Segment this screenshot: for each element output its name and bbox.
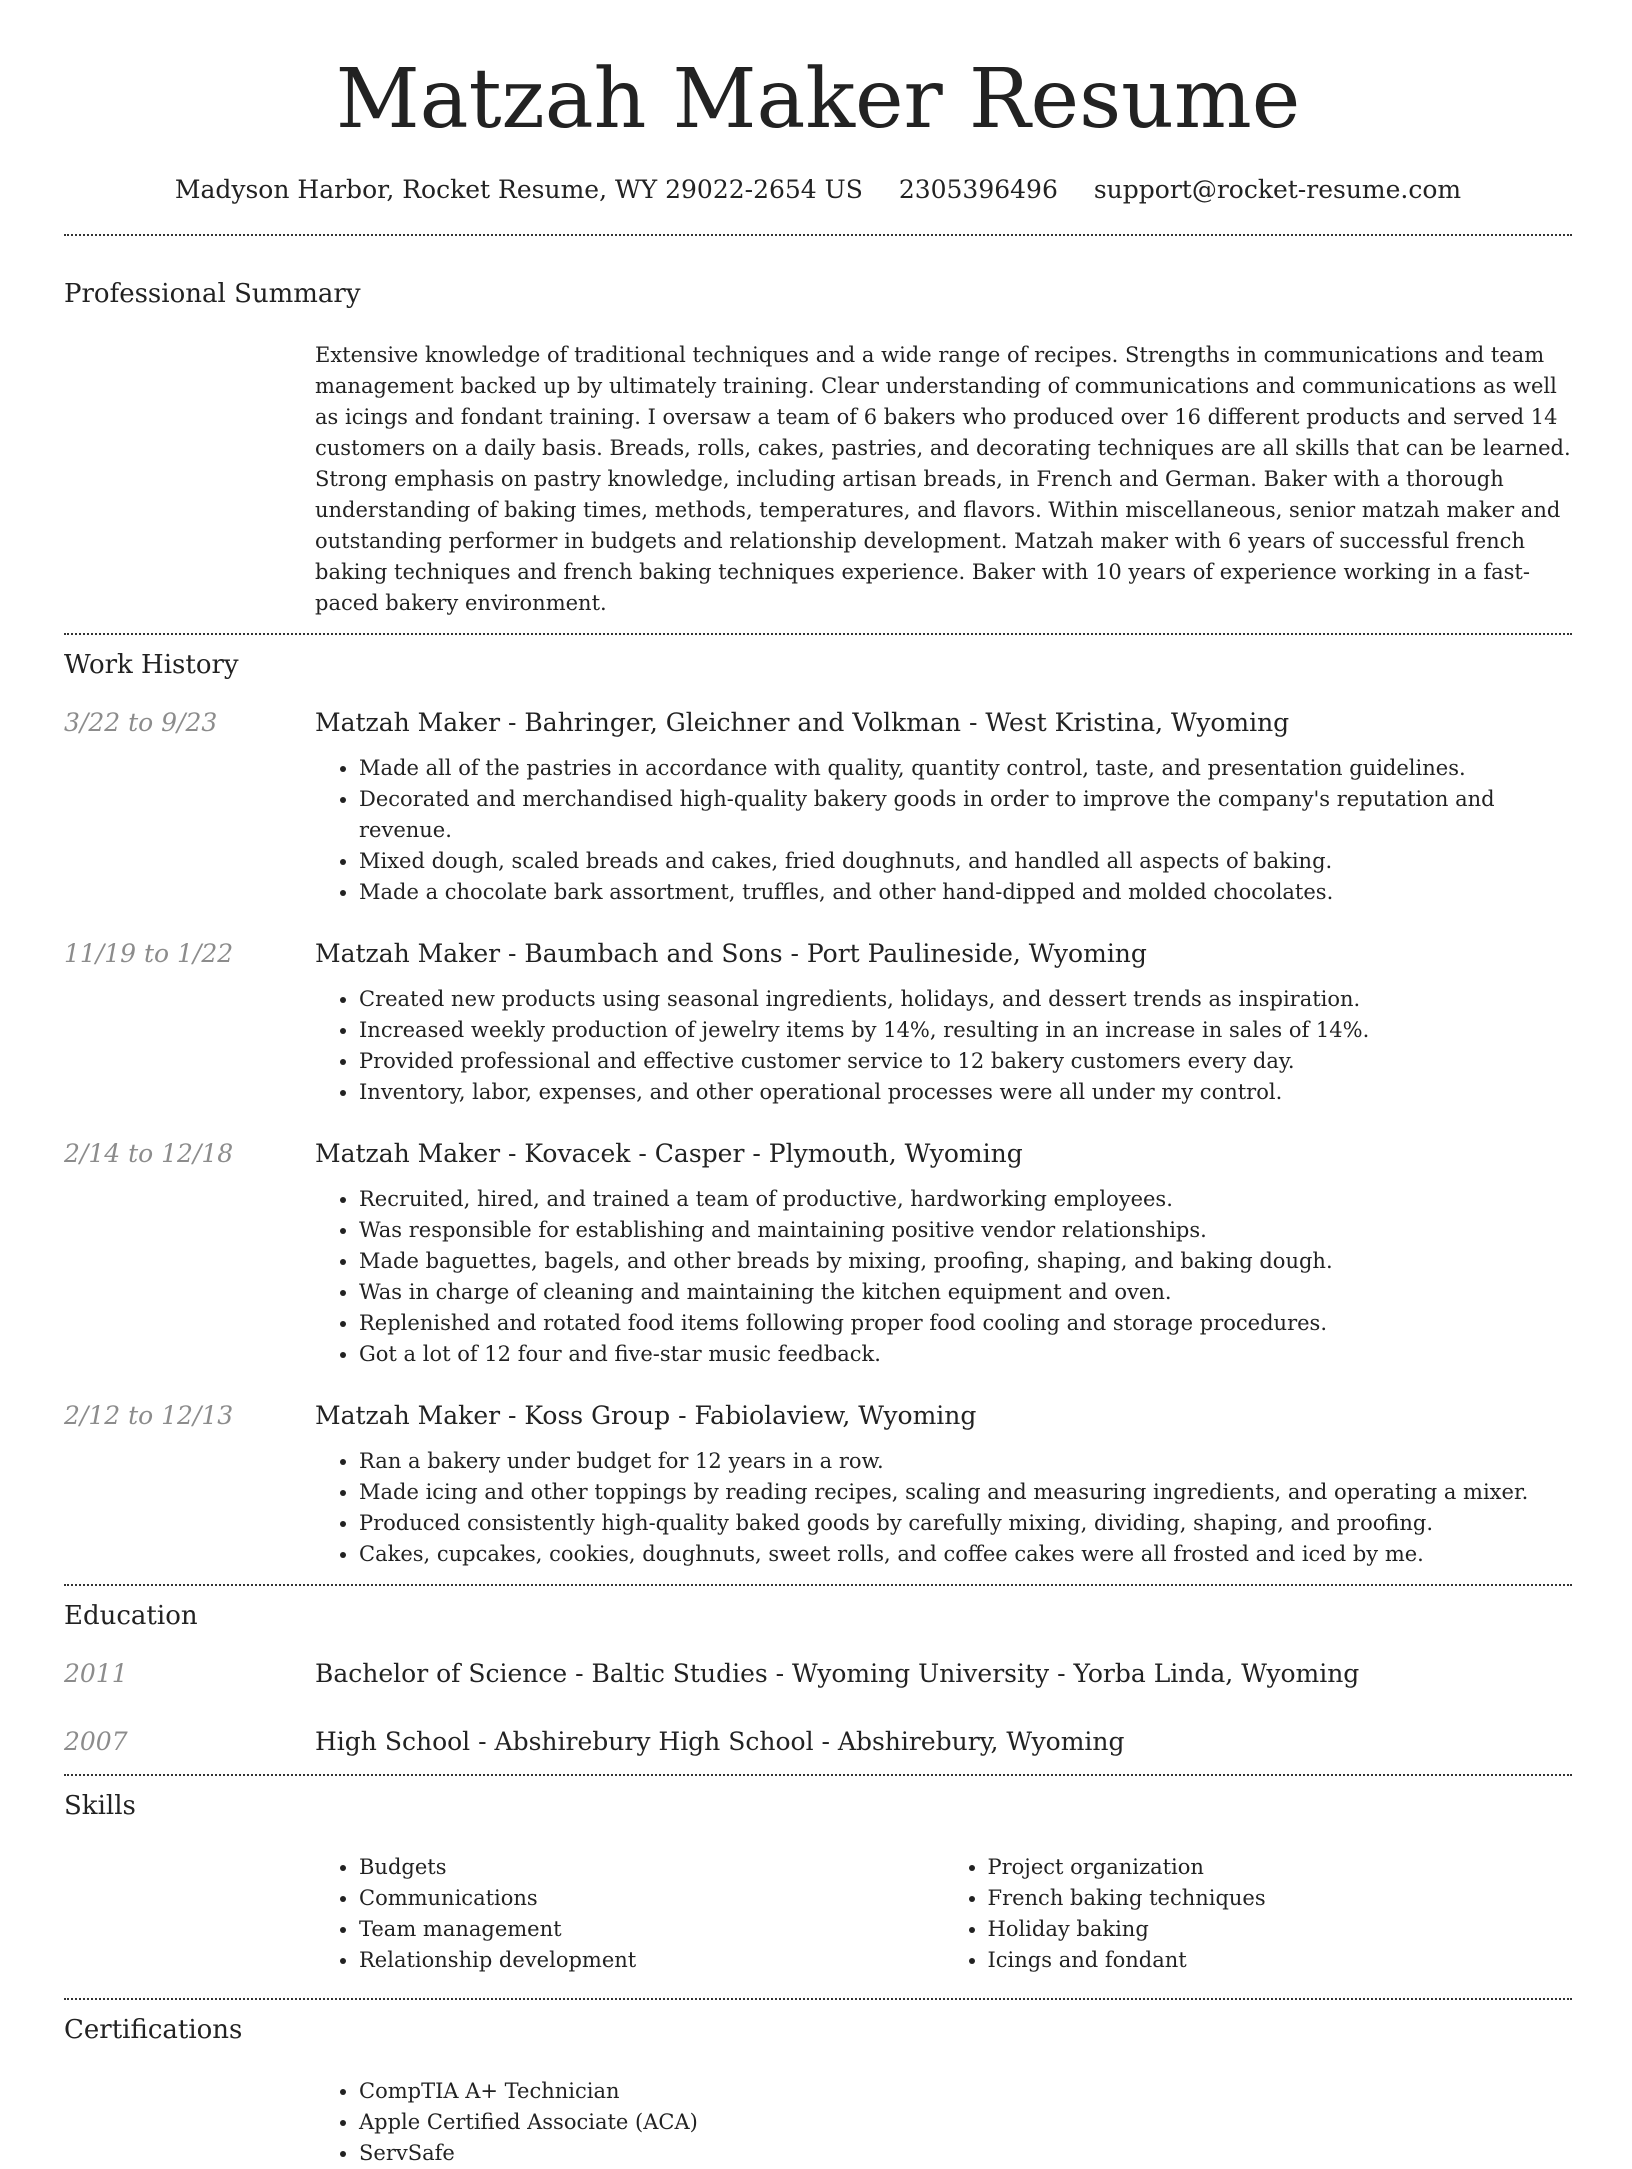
job-entry <box>64 705 1572 908</box>
list-item: • Communications <box>359 1883 944 1914</box>
job-location: Port Paulineside, Wyoming <box>806 939 1147 968</box>
list-item: • Cakes, cupcakes, cookies, doughnuts, sweet rolls, and coffee cakes were all frosted and iced by me. <box>359 1539 1572 1570</box>
job-title: Matzah Maker - Bahringer, Gleichner and Volkman - West Kristina, Wyoming <box>315 708 1290 737</box>
list-item: • Mixed dough, scaled breads and cakes, fried doughnuts, and handled all aspects of baking. <box>359 846 1572 877</box>
education-degree: High School <box>315 1727 471 1756</box>
list-item: • Made all of the pastries in accordance with quality, quantity control, taste, and presentation guidelines. <box>359 753 1572 784</box>
summary-section <box>64 276 1572 619</box>
job-company: Bahringer, Gleichner and Volkman <box>524 708 962 737</box>
job-dates: 2/14 to 12/18 <box>64 1139 234 1168</box>
list-item: • Inventory, labor, expenses, and other operational processes were all under my control. <box>359 1077 1572 1108</box>
section-divider <box>64 1584 1572 1586</box>
list-item: • Recruited, hired, and trained a team of productive, hardworking employees. <box>359 1184 1572 1215</box>
education-entry <box>64 1656 1572 1692</box>
job-position: Matzah Maker <box>315 1139 501 1168</box>
job-entry <box>64 936 1572 1108</box>
list-item: • Budgets <box>359 1852 944 1883</box>
education-school: Wyoming University <box>792 1659 1050 1688</box>
list-item: • ServSafe <box>359 2138 1572 2169</box>
certifications-section <box>64 2012 1572 2169</box>
list-item: • Replenished and rotated food items following proper food cooling and storage procedures. <box>359 1308 1572 1339</box>
job-dates: 2/12 to 12/13 <box>64 1401 234 1430</box>
list-item: • Made icing and other toppings by reading recipes, scaling and measuring ingredients, and operating a mixer. <box>359 1477 1572 1508</box>
resume-page <box>64 0 1572 2169</box>
job-bullets <box>315 753 1572 908</box>
job-location: Plymouth, Wyoming <box>768 1139 1023 1168</box>
summary-text: Extensive knowledge of traditional techniques and a wide range of recipes. Strengths in communications and team management backed up by ultimately training. Clear understanding of communications and communications as well as icings and fondant training. I oversaw a team of 6 bakers who produced over 16 different products and served 14 customers on a daily basis. Breads, rolls, cakes, pastries, and decorating techniques are all skills that can be learned. Strong emphasis on pastry knowledge, including artisan breads, in French and German. Baker with a thorough understanding of baking times, methods, temperatures, and flavors. Within miscellaneous, senior matzah maker and outstanding performer in budgets and relationship development. Matzah maker with 6 years of successful french baking techniques and french baking techniques experience. Baker with 10 years of experience working in a fast-paced bakery environment. <box>315 343 1571 615</box>
list-item: • Increased weekly production of jewelry items by 14%, resulting in an increase in sales of 14%. <box>359 1015 1572 1046</box>
education-degree: Bachelor of Science <box>315 1659 568 1688</box>
summary-heading: Professional Summary <box>64 279 361 309</box>
list-item: • Was responsible for establishing and maintaining positive vendor relationships. <box>359 1215 1572 1246</box>
certifications-heading: Certifications <box>64 2015 243 2045</box>
contact-info <box>64 172 1572 208</box>
list-item: • Was in charge of cleaning and maintaining the kitchen equipment and oven. <box>359 1277 1572 1308</box>
list-item: • CompTIA A+ Technician <box>359 2076 1572 2107</box>
contact-email: support@rocket-resume.com <box>1093 175 1462 204</box>
job-bullets <box>315 1446 1572 1570</box>
list-item: • Apple Certified Associate (ACA) <box>359 2107 1572 2138</box>
education-school: Abshirebury High School <box>494 1727 814 1756</box>
skills-list-left <box>315 1852 944 1976</box>
job-position: Matzah Maker <box>315 708 501 737</box>
list-item: • Project organization <box>988 1852 1573 1883</box>
job-bullets <box>315 1184 1572 1370</box>
section-divider <box>64 1998 1572 2000</box>
education-details: Bachelor of Science - Baltic Studies - Wyoming University - Yorba Linda, Wyoming <box>315 1659 1360 1688</box>
job-position: Matzah Maker <box>315 939 501 968</box>
section-divider <box>64 1774 1572 1776</box>
list-item: • Got a lot of 12 four and five-star music feedback. <box>359 1339 1572 1370</box>
list-item: • Provided professional and effective customer service to 12 bakery customers every day. <box>359 1046 1572 1077</box>
list-item: • Decorated and merchandised high-quality bakery goods in order to improve the company's reputation and revenue. <box>359 784 1572 846</box>
page-title: Matzah Maker Resume <box>335 52 1301 147</box>
certifications-list <box>315 2076 1572 2169</box>
contact-address: Madyson Harbor, Rocket Resume, WY 29022-2654 US <box>174 175 863 204</box>
work-history-section <box>64 647 1572 1570</box>
job-location: Fabiolaview, Wyoming <box>694 1401 977 1430</box>
job-entry <box>64 1398 1572 1570</box>
skills-section <box>64 1788 1572 1976</box>
list-item: • Ran a bakery under budget for 12 years in a row. <box>359 1446 1572 1477</box>
list-item: • Icings and fondant <box>988 1945 1573 1976</box>
job-title: Matzah Maker - Koss Group - Fabiolaview, Wyoming <box>315 1401 977 1430</box>
job-dates: 3/22 to 9/23 <box>64 708 218 737</box>
education-details: High School - Abshirebury High School - Abshirebury, Wyoming <box>315 1727 1125 1756</box>
list-item: • Holiday baking <box>988 1914 1573 1945</box>
list-item: • Produced consistently high-quality baked goods by carefully mixing, dividing, shaping, and proofing. <box>359 1508 1572 1539</box>
section-divider <box>64 633 1572 635</box>
education-entry <box>64 1724 1572 1760</box>
job-bullets <box>315 984 1572 1108</box>
education-location: Abshirebury, Wyoming <box>837 1727 1125 1756</box>
list-item: • Team management <box>359 1914 944 1945</box>
job-company: Baumbach and Sons <box>524 939 783 968</box>
job-location: West Kristina, Wyoming <box>985 708 1290 737</box>
contact-phone: 2305396496 <box>898 175 1058 204</box>
education-section <box>64 1598 1572 1760</box>
work-history-heading: Work History <box>64 650 239 680</box>
section-divider <box>64 234 1572 236</box>
list-item: • Made a chocolate bark assortment, truffles, and other hand-dipped and molded chocolates. <box>359 877 1572 908</box>
list-item: • Made baguettes, bagels, and other breads by mixing, proofing, shaping, and baking dough. <box>359 1246 1572 1277</box>
education-year: 2011 <box>64 1659 128 1688</box>
skills-list-right <box>944 1852 1573 1976</box>
job-dates: 11/19 to 1/22 <box>64 939 234 968</box>
job-title: Matzah Maker - Baumbach and Sons - Port Paulineside, Wyoming <box>315 939 1147 968</box>
job-position: Matzah Maker <box>315 1401 501 1430</box>
list-item: • Created new products using seasonal ingredients, holidays, and dessert trends as inspiration. <box>359 984 1572 1015</box>
skills-heading: Skills <box>64 1791 136 1821</box>
education-year: 2007 <box>64 1727 128 1756</box>
job-entry <box>64 1136 1572 1370</box>
job-title: Matzah Maker - Kovacek - Casper - Plymouth, Wyoming <box>315 1139 1023 1168</box>
education-heading: Education <box>64 1601 198 1631</box>
job-company: Kovacek - Casper <box>524 1139 745 1168</box>
list-item: • French baking techniques <box>988 1883 1573 1914</box>
job-company: Koss Group <box>524 1401 671 1430</box>
education-field: Baltic Studies <box>591 1659 768 1688</box>
education-location: Yorba Linda, Wyoming <box>1073 1659 1360 1688</box>
list-item: • Relationship development <box>359 1945 944 1976</box>
